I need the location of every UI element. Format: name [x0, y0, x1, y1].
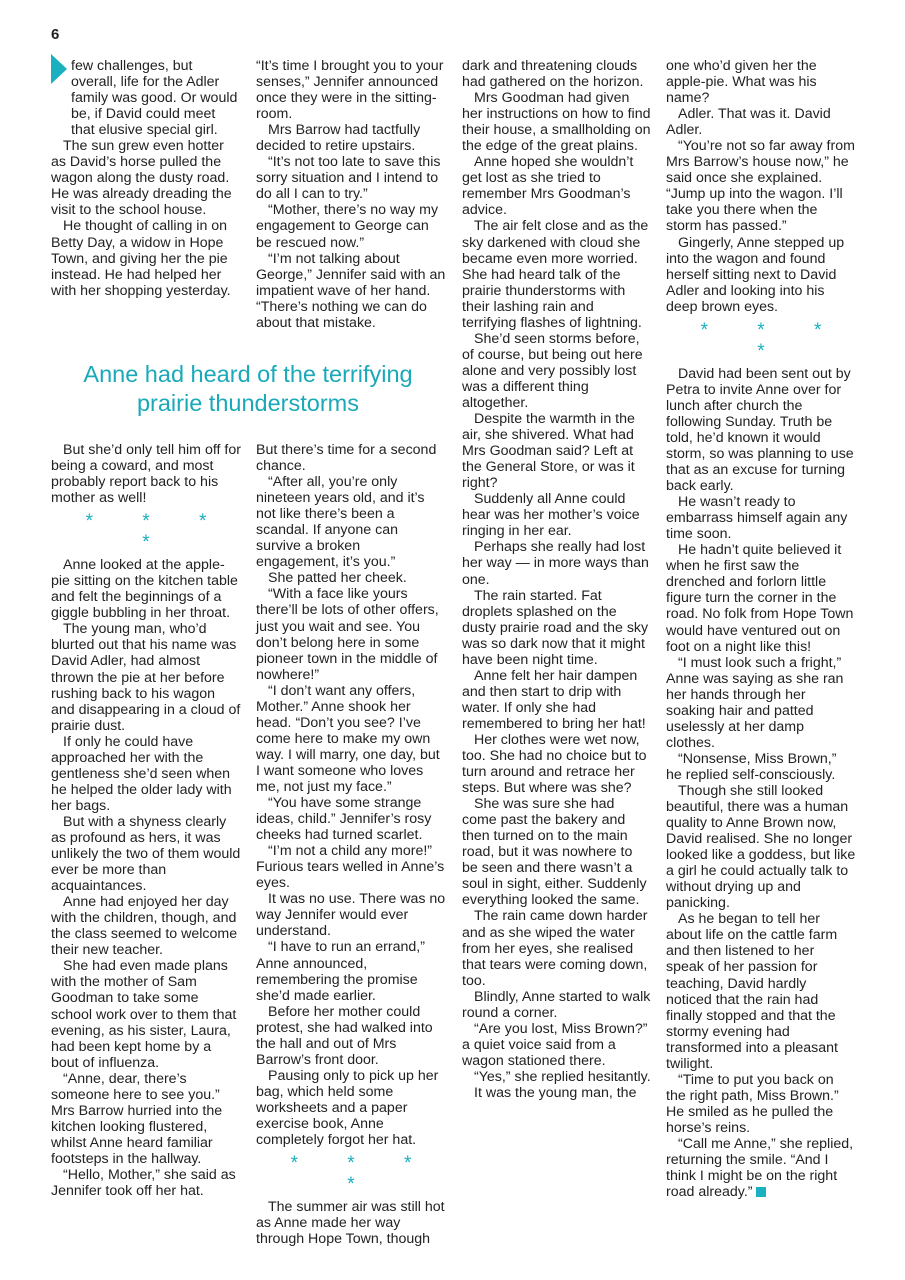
paragraph: But with a shyness clearly as profound as hers, it was unlikely the two of them would ever be more than acquaintances. [51, 813, 241, 895]
paragraph: “It’s time I brought you to your senses,” Jennifer announced once they were in the sitting-room. [256, 58, 444, 123]
paragraph: Perhaps she really had lost her way — in more ways than one. [462, 539, 649, 588]
section-separator: * * * * [290, 1153, 434, 1196]
paragraph: “Hello, Mother,” she said as Jennifer took off her hat. [51, 1166, 236, 1200]
paragraph: Adler. That was it. David Adler. [666, 106, 831, 139]
paragraph: The sun grew even hotter as David’s horse pulled the wagon along the dusty road. He was already dreading the visit to the school house. [51, 138, 232, 219]
paragraph: She had even made plans with the mother of Sam Goodman to take some school work over to them that evening, as his sister, Laura, had been kept home by a bout of influenza. [51, 958, 237, 1071]
paragraph: “I’m not talking about George,” Jennifer said with an impatient wave of her hand. “There’s nothing we can do about that mistake. [256, 250, 446, 331]
paragraph: Anne felt her hair dampen and then start to drip with water. If only she had remembered to bring her hat! [462, 667, 646, 732]
paragraph: Anne had enjoyed her day with the children, though, and the class seemed to welcome their new teacher. [51, 894, 238, 959]
paragraph: “After all, you’re only nineteen years old, and it’s not like there’s been a scandal. If anyone can survive a broken engagement, it’s you.” [256, 474, 425, 571]
paragraph: “You’re not so far away from Mrs Barrow’s house now,” he said once she explained. “Jump up into the wagon. I’ll take you there when the storm has passed.” [666, 138, 855, 235]
paragraph: “You have some strange ideas, child.” Jennifer’s rosy cheeks had turned scarlet. [256, 795, 432, 844]
paragraph: Anne hoped she wouldn’t get lost as she tried to remember Mrs Goodman’s advice. [462, 154, 634, 219]
paragraph: “Are you lost, Miss Brown?” a quiet voice said from a wagon stationed there. [462, 1020, 648, 1069]
paragraph: Mrs Goodman had given her instructions on how to find their house, a smallholding on the edge of the great plains. [462, 90, 651, 155]
paragraph: It was no use. There was no way Jennifer would ever understand. [256, 891, 446, 940]
paragraph: “I must look such a fright,” Anne was saying as she ran her hands through her soaking hair and patted uselessly at her damp clothes. [666, 654, 844, 751]
paragraph-text: “Call me Anne,” she replied, returning the smile. “And I think I might be on the right road already.” [666, 1136, 854, 1201]
column-1-bottom [51, 442, 241, 1199]
paragraph: few challenges, but overall, life for the Adler family was good. Or would be, if David could meet that elusive special girl. [71, 58, 238, 139]
paragraph: Mrs Barrow had tactfully decided to retire upstairs. [256, 122, 421, 155]
paragraph: He wasn’t ready to embarrass himself again any time soon. [666, 494, 848, 543]
paragraph: “It’s not too late to save this sorry situation and I intend to do all I can to try.” [256, 154, 441, 203]
paragraph: It was the young man, the [474, 1085, 637, 1101]
paragraph: “Yes,” she replied hesitantly. [474, 1068, 651, 1085]
page-number: 6 [51, 26, 60, 43]
paragraph: The summer air was still hot as Anne made her way through Hope Town, though [256, 1199, 445, 1248]
paragraph: If only he could have approached her with the gentleness she’d seen when he helped the older lady with her bags. [51, 733, 232, 814]
paragraph: The rain came down harder and as she wiped the water from her eyes, she realised that tears were coming down, too. [462, 908, 648, 989]
column-2-top [256, 58, 446, 331]
column-4 [666, 58, 856, 1200]
section-separator: * * * * [700, 319, 844, 362]
column-2-bottom [256, 442, 446, 1247]
column-1-top [51, 58, 241, 299]
paragraph: Her clothes were wet now, too. She had no choice but to turn around and retrace her steps. But where was she? [462, 731, 647, 797]
paragraph: “Mother, there’s no way my engagement to George can be rescued now.” [256, 202, 439, 251]
paragraph: He thought of calling in on Betty Day, a widow in Hope Town, and giving her the pie instead. He had helped her with her shopping yesterday. [51, 218, 231, 299]
paragraph: Though she still looked beautiful, there was a human quality to Anne Brown now, David realised. She no longer looked like a goddess, but like a girl he could actually talk to without drying up and panicking. [666, 782, 856, 912]
paragraph: “With a face like yours there’ll be lots of other offers, just you wait and see. You don’t belong here in some pioneer town in the middle of nowhere!” [256, 586, 439, 683]
paragraph: David had been sent out by Petra to invite Anne over for lunch after church the following Sunday. Truth be told, he’d known it would storm, so was planning to use that as an excuse for turning back early. [666, 365, 854, 495]
paragraph: As he began to tell her about life on the cattle farm and then listened to her speak of her passion for teaching, David hardly noticed that the rain had finally stopped and that the stormy evening had transformed into a pleasant twilight. [666, 911, 838, 1072]
paragraph: She’d seen storms before, of course, but being out here alone and very possibly lost was a different thing altogether. [462, 330, 643, 411]
paragraph: Pausing only to pick up her bag, which held some worksheets and a paper exercise book, Anne completely forgot her hat. [256, 1067, 439, 1149]
section-separator: * * * * [85, 511, 229, 554]
paragraph: “Nonsense, Miss Brown,” he replied self-consciously. [666, 750, 837, 783]
paragraph: But there’s time for a second chance. [256, 442, 437, 475]
paragraph: Anne looked at the apple-pie sitting on the kitchen table and felt the beginnings of a giggle bubbling in her throat. [51, 557, 238, 622]
pull-quote-headline: Anne had heard of the terrifying prairie thunderstorms [83, 361, 413, 416]
column-3 [462, 58, 652, 1101]
paragraph: “I have to run an errand,” Anne announced, remembering the promise she’d made earlier. [256, 939, 425, 1004]
paragraph: Before her mother could protest, she had walked into the hall and out of Mrs Barrow’s front door. [256, 1003, 433, 1068]
paragraph: The young man, who’d blurted out that his name was David Adler, had almost thrown the pie at her before rushing back to his wagon and disappearing in a cloud of prairie dust. [51, 621, 241, 734]
paragraph: Despite the warmth in the air, she shivered. What had Mrs Goodman said? Left at the General Store, or was it right? [462, 411, 635, 492]
last-paragraph [666, 1136, 856, 1200]
paragraph: The air felt close and as the sky darkened with cloud she became even more worried. She had heard talk of the prairie thunderstorms with their lashing rain and terrifying flashes of lightning. [462, 218, 649, 331]
paragraph: He hadn’t quite believed it when he first saw the drenched and forlorn little figure turn the corner in the road. No folk from Hope Town would have ventured out on foot on a night like this! [666, 542, 854, 655]
paragraph: But she’d only tell him off for being a coward, and most probably report back to his mother as well! [51, 442, 241, 507]
paragraph: “Time to put you back on the right path, Miss Brown.” He smiled as he pulled the horse’s reins. [666, 1071, 839, 1136]
paragraph: The rain started. Fat droplets splashed on the dusty prairie road and the sky was so dark now that it might have been night time. [462, 587, 649, 668]
paragraph: “I’m not a child any more!” Furious tears welled in Anne’s eyes. [256, 843, 445, 892]
paragraph: Gingerly, Anne stepped up into the wagon and found herself sitting next to David Adler and looking into his deep brown eyes. [666, 234, 845, 315]
paragraph: “I don’t want any offers, Mother.” Anne shook her head. “Don’t you see? I’ve come here to make my own way. I will marry, one day, but I want someone who loves me, not just my face.” [256, 682, 440, 795]
paragraph: Suddenly all Anne could hear was her mother’s voice ringing in her ear. [462, 491, 640, 540]
end-of-story-icon [756, 1187, 766, 1197]
paragraph: Blindly, Anne started to walk round a corner. [462, 988, 651, 1021]
paragraph: dark and threatening clouds had gathered on the horizon. [462, 58, 644, 91]
paragraph: She patted her cheek. [268, 570, 407, 587]
paragraph: one who’d given her the apple-pie. What was his name? [666, 58, 817, 107]
paragraph: She was sure she had come past the bakery and then turned on to the main road, but it was nowhere to be seen and there wasn’t a soul in sight, either. Suddenly everything looked the same. [462, 796, 647, 909]
paragraph: “Anne, dear, there’s someone here to see you.” Mrs Barrow hurried into the kitchen looking flustered, whilst Anne heard familiar footsteps in the hallway. [51, 1070, 223, 1167]
